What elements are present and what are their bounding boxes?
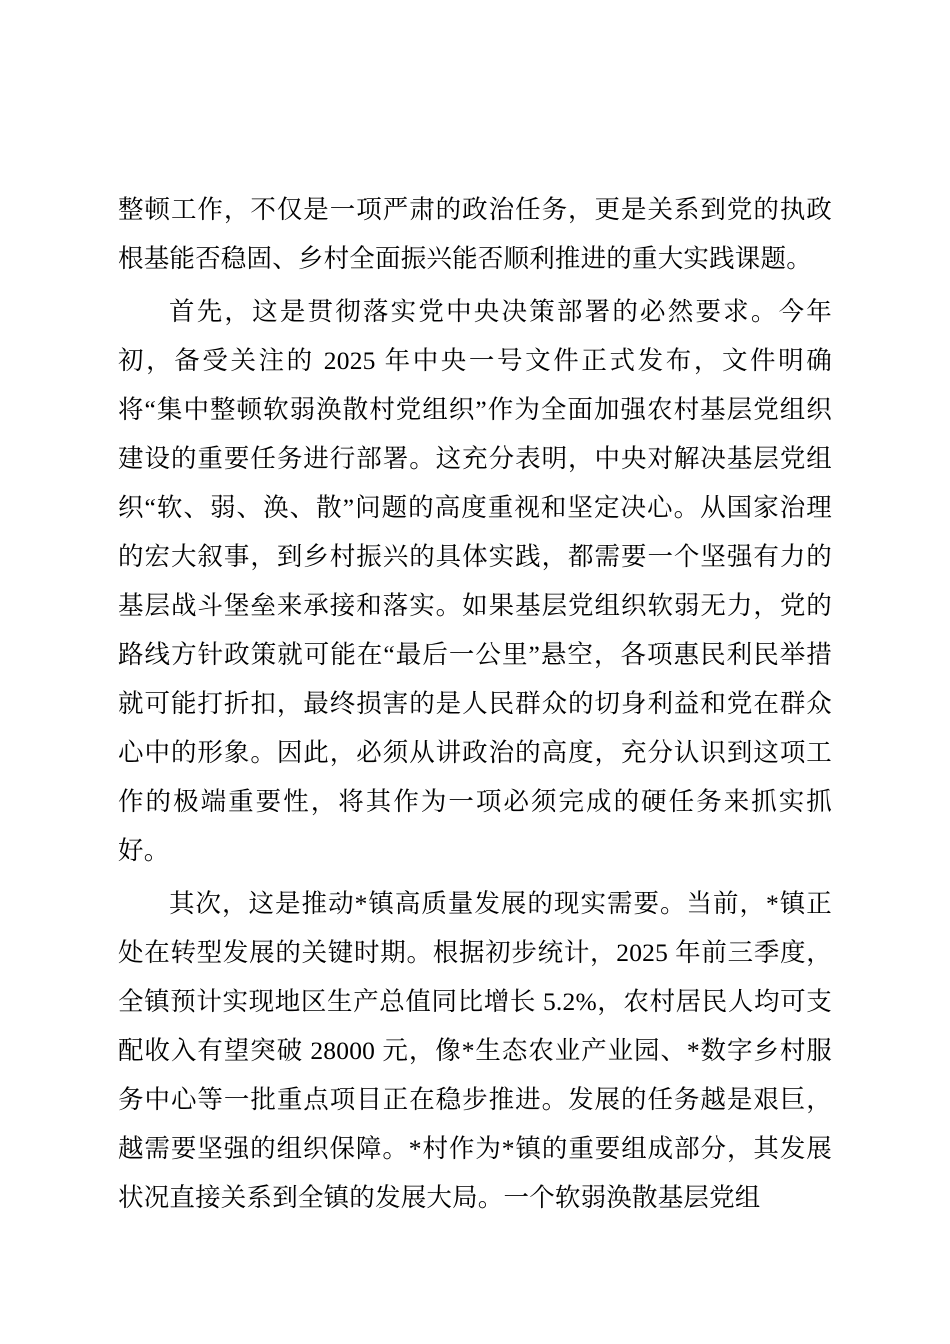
paragraph-second-point: 其次，这是推动*镇高质量发展的现实需要。当前，*镇正处在转型发展的关键时期。根据初步统计，2025 年前三季度，全镇预计实现地区生产总值同比增长 5.2%，农村居民人均可支配收入有望突破 28000 元，像*生态农业产业园、*数字乡村服务中心等一批重点项目正在稳步推进。发展的任务越是艰巨，越需要坚强的组织保障。*村作为*镇的重要组成部分，其发展状况直接关系到全镇的发展大局。一个软弱涣散基层党组: [118, 889, 832, 1212]
paragraph-continuation: 整顿工作，不仅是一项严肃的政治任务，更是关系到党的执政根基能否稳固、乡村全面振兴能否顺利推进的重大实践课题。: [118, 195, 832, 273]
document-body: [118, 185, 832, 1222]
paragraph-first-point: 首先，这是贯彻落实党中央决策部署的必然要求。今年初，备受关注的 2025 年中央一号文件正式发布，文件明确将“集中整顿软弱涣散村党组织”作为全面加强农村基层党组织建设的重要任务进行部署。这充分表明，中央对解决基层党组织“软、弱、涣、散”问题的高度重视和坚定决心。从国家治理的宏大叙事，到乡村振兴的具体实践，都需要一个坚强有力的基层战斗堡垒来承接和落实。如果基层党组织软弱无力，党的路线方针政策就可能在“最后一公里”悬空，各项惠民利民举措就可能打折扣，最终损害的是人民群众的切身利益和党在群众心中的形象。因此，必须从讲政治的高度，充分认识到这项工作的极端重要性，将其作为一项必须完成的硬任务来抓实抓好。: [118, 297, 832, 865]
